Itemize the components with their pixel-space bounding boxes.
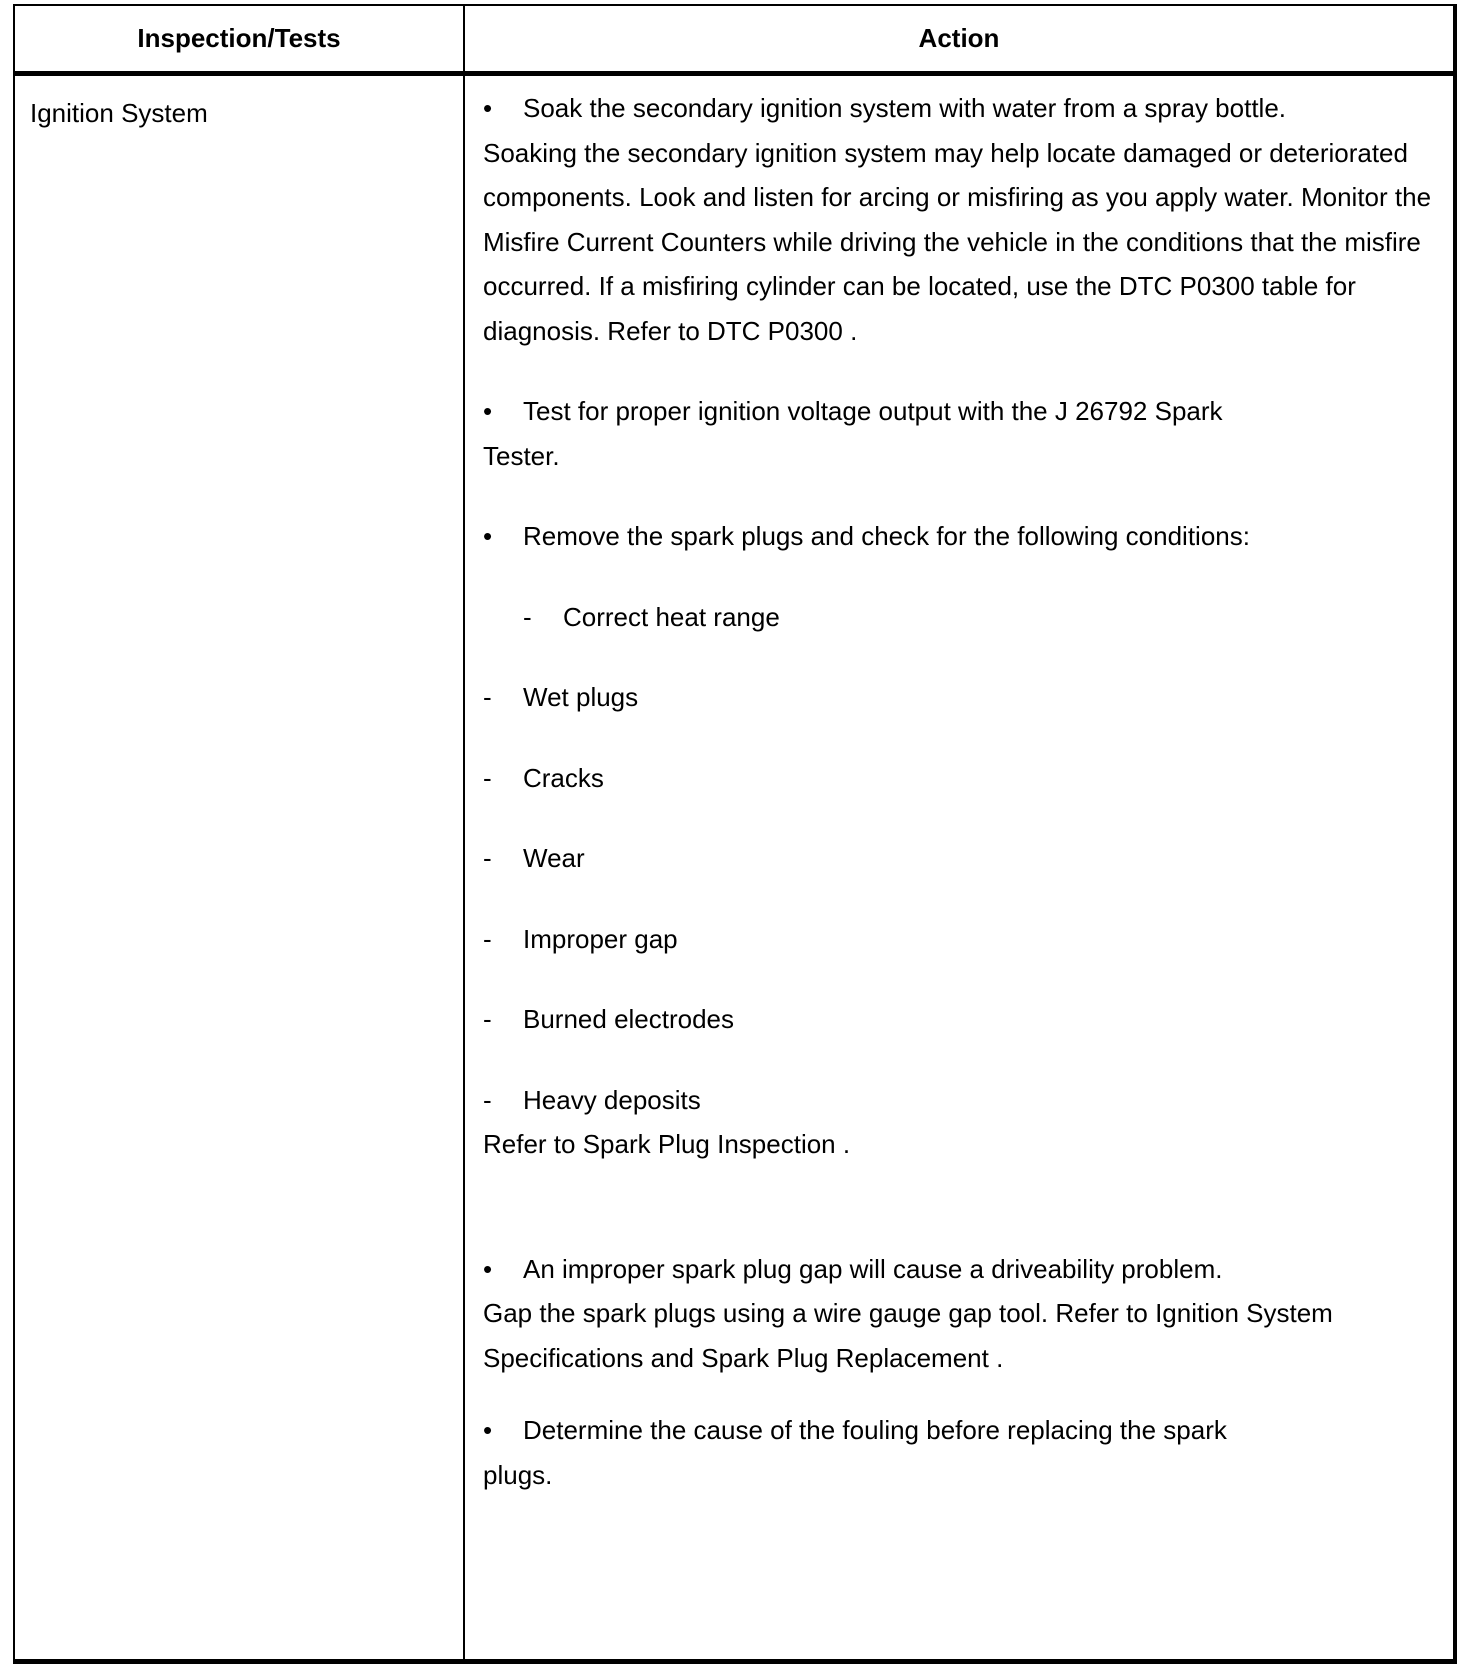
action-test-first: Test for proper ignition voltage output with the J 26792 Spark xyxy=(523,396,1223,426)
dash-icon: - xyxy=(483,762,492,793)
action-test xyxy=(483,389,1443,478)
action-remove-text: Remove the spark plugs and check for the following conditions: xyxy=(523,521,1250,551)
bullet-icon: • xyxy=(483,1415,493,1445)
action-remove xyxy=(483,514,1443,559)
action-gap xyxy=(483,1247,1443,1381)
dash-icon: - xyxy=(483,843,492,873)
bullet-icon: • xyxy=(483,396,493,426)
bullet-icon: • xyxy=(483,93,493,123)
diagnostic-table xyxy=(13,4,1457,1664)
refer-spark-plug-inspection: Refer to Spark Plug Inspection . xyxy=(483,1129,851,1159)
condition-item: - Correct heat range xyxy=(483,595,1443,640)
action-soak xyxy=(483,86,1443,353)
action-soak-first: Soak the secondary ignition system with water from a spray bottle. xyxy=(523,93,1287,123)
condition-item: - Burned electrodes xyxy=(483,997,1443,1042)
condition-item: - Cracks xyxy=(483,756,1443,801)
action-cell xyxy=(483,76,1443,1497)
action-fouling-first: Determine the cause of the fouling before replacing the spark xyxy=(523,1415,1227,1445)
condition-item: - Improper gap xyxy=(483,917,1443,962)
header-inspection-tests: Inspection/Tests xyxy=(137,23,341,53)
dash-icon: - xyxy=(523,601,532,632)
action-test-rest: Tester. xyxy=(483,440,560,471)
dash-icon: - xyxy=(483,682,492,712)
condition-item: - Heavy deposits xyxy=(483,1078,1443,1123)
inspection-cell: Ignition System xyxy=(30,98,208,128)
header-action: Action xyxy=(918,23,1000,53)
column-divider xyxy=(463,6,465,1659)
action-gap-first: An improper spark plug gap will cause a driveability problem. xyxy=(523,1253,1223,1284)
dash-icon: - xyxy=(483,1084,492,1115)
dash-icon: - xyxy=(483,1004,492,1034)
action-soak-rest: Soaking the secondary ignition system may help locate damaged or deteriorated components. Look and listen for arcing or misfiring as you apply water. Monitor the Misfire Current Counters while driving the vehicle in the conditions that the misfire occurred. If a misfiring cylinder can be located, use the DTC P0300 table for diagnosis. Refer to DTC P0300 . xyxy=(483,137,1432,346)
table-header-row xyxy=(15,6,1453,76)
condition-item: - Wet plugs xyxy=(483,675,1443,720)
action-gap-rest: Gap the spark plugs using a wire gauge gap tool. Refer to Ignition System Specifications and Spark Plug Replacement . xyxy=(483,1298,1333,1373)
action-fouling xyxy=(483,1408,1443,1497)
action-fouling-rest: plugs. xyxy=(483,1459,553,1490)
bullet-icon: • xyxy=(483,1253,493,1284)
dash-icon: - xyxy=(483,923,492,954)
condition-item: - Wear xyxy=(483,836,1443,881)
bullet-icon: • xyxy=(483,521,493,551)
